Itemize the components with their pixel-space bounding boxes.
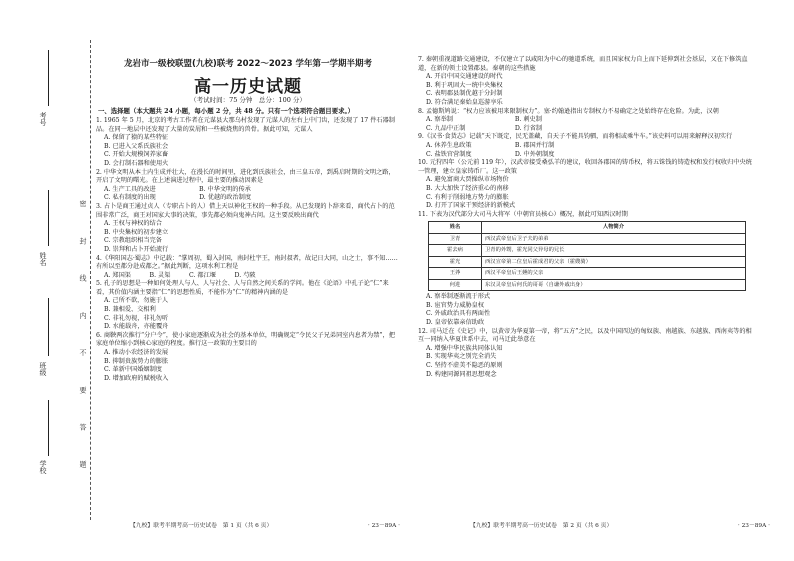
option: A. 增强中华民族共同体认知 bbox=[426, 344, 503, 352]
question-12 bbox=[418, 328, 756, 380]
option: B. 抑制贵族势力的膨胀 bbox=[104, 357, 169, 365]
option: A. 推动小农经济的发展 bbox=[104, 349, 169, 357]
margin-line bbox=[48, 298, 49, 356]
option: C. 九品中正制 D. 行省制 bbox=[426, 124, 543, 132]
question-stem: 11. 下表为汉代部分大司马大将军（中朝官员核心）概况，据此可知西汉时期 bbox=[418, 210, 628, 218]
option: C. 外戚政治具有两面性 bbox=[426, 310, 491, 318]
option: A. 察举制 B. 刺史制 bbox=[426, 116, 542, 124]
option: C. 非礼勿视，非礼勿听 bbox=[104, 314, 169, 322]
option: B. 大大加快了经济重心的南移 bbox=[426, 184, 509, 192]
option: D. 打开了国家干预经济的新模式 bbox=[426, 202, 516, 210]
option: A. 己所不欲，勿施于人 bbox=[104, 297, 169, 305]
footer-code: · 23－89A · bbox=[737, 523, 770, 529]
exam-info: （考试时间：75 分钟 总分：100 分） bbox=[190, 96, 306, 104]
question-7 bbox=[418, 56, 756, 108]
footer-page-label: 【九校】联考半期考高一历史试卷 第 1 页（共 6 页） bbox=[130, 523, 273, 529]
question-stem: 5. 孔子的思想是一种如何处理人与人、人与社会、人与自然之间关系的学问。他在《论语》中孔子论“仁”来看，其价值内涵主要指“仁”的思想性质，不能作为“仁”的精神内涵的是 bbox=[96, 280, 389, 296]
option: D. 构建同源同祖思想观念 bbox=[426, 370, 497, 378]
question-5 bbox=[96, 280, 398, 332]
column-header-desc: 人物简介 bbox=[482, 222, 746, 234]
option: A. 开启中国交通建设的时代 bbox=[426, 73, 503, 81]
question-3 bbox=[96, 203, 398, 255]
question-2 bbox=[96, 169, 398, 203]
officials-table bbox=[428, 221, 746, 291]
question-stem: 3. 占卜是商王通过贞人（专职占卜的人）借上天以神化王权的一种手段。从已发现的卜辞来看，商代占卜的范围非常广泛，商王对国家大事的决策，事先都必须向鬼神占问。这主要反映出商代 bbox=[96, 202, 395, 219]
option: D. 崇拜和占卜开始流行 bbox=[104, 245, 169, 253]
option: A. 保留了猿的某些特征 bbox=[104, 134, 169, 142]
option: D. 水能载舟，亦能覆舟 bbox=[104, 323, 169, 331]
footer-left bbox=[130, 520, 400, 529]
margin-line bbox=[48, 400, 49, 456]
section-heading: 一、选择题（本大题共 24 小题，每小题 2 分，共 48 分。只有一个选项符合题目要求。） bbox=[98, 107, 355, 115]
option: B. 利于巩固大一统中央集权 bbox=[426, 81, 503, 89]
question-11 bbox=[418, 211, 756, 328]
question-stem: 8. 孟德斯鸠说：“权力应该被用来限制权力”。塞·约翰逊指出专制权力不易确定之处始终存在危险。为此，汉朝 bbox=[418, 107, 719, 115]
table-header-row bbox=[429, 222, 746, 234]
option: D. 皇帝依靠亲信助政 bbox=[426, 319, 485, 327]
option: B. 兼相爱、交相利 bbox=[104, 306, 156, 314]
question-stem: 6. 商鞅两次推行“分户令”，使小家庭逐渐成为社会的基本单位，明确规定“令民父子兄弟同室内息者为禁”，把家庭单位缩小到核心家庭的程度。推行这一政策的主要目的 bbox=[96, 331, 395, 348]
option: A. 王权与神权的结合 bbox=[104, 220, 162, 228]
option: C. 盐铁官营制度 D. 中外朝制度 bbox=[426, 150, 555, 158]
table-row bbox=[429, 233, 746, 245]
cell-name: 王莽 bbox=[429, 268, 482, 280]
option: C. 私有制度的出现 D. 优越的政治制度 bbox=[104, 194, 252, 202]
table-row bbox=[429, 279, 746, 291]
cell-name: 何进 bbox=[429, 279, 482, 291]
option: C. 开始大规模饲养家畜 bbox=[104, 151, 169, 159]
question-stem: 9.《汉书·食货志》记载“天下既定，民无盖藏，自天子不能具钧驷，而将相或乘牛车。”该史料可以用来解释汉初实行 bbox=[418, 133, 733, 141]
cell-desc: 西汉平帝皇后王嬿的父亲 bbox=[482, 268, 746, 280]
question-1 bbox=[96, 117, 398, 169]
field-banji: 班级 bbox=[39, 362, 47, 376]
page-title: 高一历史试题 bbox=[194, 77, 302, 97]
question-stem: 1. 1965 年 5 月，北京的考古工作者在元谋县大那乌村发现了元谋人的左右上中门齿，还发现了 17 件石器制品。在同一地层中还发现了大量的炭屑和一些被烧焦的兽骨。据此可知，元谋人 bbox=[96, 117, 395, 133]
question-10 bbox=[418, 159, 756, 211]
cell-desc: 卫青的外甥，霍光同父异母的兄长 bbox=[482, 245, 746, 257]
margin-line bbox=[48, 190, 49, 246]
option: A. 郑国渠 B. 灵渠 C. 都江堰 D. 芍陂 bbox=[104, 271, 256, 279]
field-xuexiao: 学校 bbox=[39, 460, 47, 474]
question-stem: 2. 中华文明从本土内生成并壮大，在漫长的时间里，进化到氏族社会，由三皇五帝，到禹启时期的文明之路，开启了文明的曙光。在上述演进过程中，最主要的推动因素是 bbox=[96, 168, 395, 185]
question-8 bbox=[418, 108, 756, 134]
question-4 bbox=[96, 255, 398, 281]
cell-desc: 西汉宣帝第二位皇后霍成君的父亲（霍嫂骑） bbox=[482, 256, 746, 268]
column-header-name: 姓名 bbox=[429, 222, 482, 234]
table-row bbox=[429, 256, 746, 268]
option: C. 革新中国婚姻制度 bbox=[104, 366, 162, 374]
seal-text: 密 封 线 内 不 要 答 题 bbox=[79, 200, 87, 482]
cell-name: 卫青 bbox=[429, 233, 482, 245]
option: C. 有利于削弱地方势力的膨胀 bbox=[426, 193, 509, 201]
footer-page-label: 【九校】联考半期考高一历史试卷 第 2 页（共 6 页） bbox=[470, 523, 613, 529]
option: B. 宦官势力威胁皇权 bbox=[426, 301, 484, 309]
question-6 bbox=[96, 332, 398, 384]
option: C. 表明郡县制优越于分封制 bbox=[426, 90, 503, 98]
table-row bbox=[429, 268, 746, 280]
option: D. 增加政府的赋税收入 bbox=[104, 374, 169, 382]
cell-name: 霍去病 bbox=[429, 245, 482, 257]
table-row bbox=[429, 245, 746, 257]
cell-desc: 西汉武帝皇后卫子夫的弟弟 bbox=[482, 233, 746, 245]
option: D. 会打制石器和使用火 bbox=[104, 159, 169, 167]
footer-right bbox=[470, 520, 770, 529]
footer-code: · 23－89A · bbox=[367, 523, 400, 529]
option: A. 生产工具的改进 B. 中华文明的传承 bbox=[104, 185, 251, 193]
option: C. 宗教组织相当完备 bbox=[104, 237, 162, 245]
left-column bbox=[96, 117, 398, 383]
question-9 bbox=[418, 133, 756, 159]
option: A. 察举制逐渐流于形式 bbox=[426, 293, 491, 301]
option: A. 避免富商大贾操纵市场物价 bbox=[426, 176, 509, 184]
option: B. 已进入父系氏族社会 bbox=[104, 142, 169, 150]
option: B. 中央集权的初步建立 bbox=[104, 228, 169, 236]
field-kaohao: 考号 bbox=[39, 112, 47, 126]
seal-line bbox=[90, 40, 91, 520]
cell-desc: 东汉灵帝皇后何氏的哥哥（自谦外戚出身） bbox=[482, 279, 746, 291]
cell-name: 霍光 bbox=[429, 256, 482, 268]
question-stem: 4.《华阳国志·蜀志》中记载：“掌周初，蜀入封国，南封杜宇王，南封叔者，故记日大同，山之士，事不知……有所以至都分赴成都之。”据此判断，这项水利工程是 bbox=[96, 254, 398, 271]
question-stem: 10. 元狩四年（公元前 119 年），汉武帝接受桑弘羊的建议，收回各郡国的铸币权，将五铢钱的铸造权和发行权收归中央统一管理，建立皇家铸币厂。这一政策 bbox=[418, 159, 752, 175]
question-stem: 7. 秦朝重视道路交通建设，不仅建立了以咸阳为中心的驰道系统，而且国家权力自上而下延伸到社会基层，又在下修筑直道，在新的领土设置郡县。秦朝的这些措施 bbox=[418, 56, 748, 72]
field-xingming: 姓名 bbox=[39, 252, 47, 266]
margin-line bbox=[48, 50, 49, 106]
option: D. 符合满足秦始皇巡游享乐 bbox=[426, 98, 503, 106]
option: A. 休养生息政策 B. 郡国并行制 bbox=[426, 141, 555, 149]
right-column bbox=[418, 56, 756, 379]
option: B. 实现华夷之别完全消失 bbox=[426, 353, 497, 361]
question-stem: 12. 司马迁在《史记》中，以黄帝为华夏第一帝，将“五方”之民，以及中国四边的匈奴族、南越族、东越族、西南夷等的相互一同纳入华夏世系中去，司马迁此举意在 bbox=[418, 327, 752, 344]
school-title: 龙岩市一级校联盟(九校)联考 2022～2023 学年第一学期半期考 bbox=[123, 59, 372, 69]
option: C. 坚持不虚美不隐恶的原则 bbox=[426, 362, 503, 370]
